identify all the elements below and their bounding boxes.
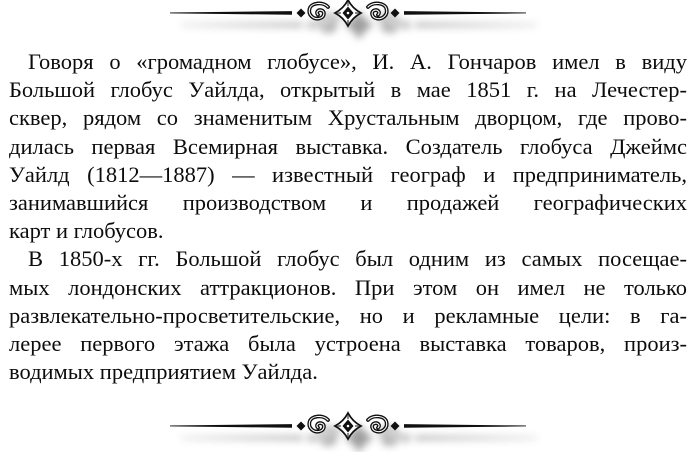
bottom-flourish-divider-icon (170, 411, 526, 445)
top-flourish-divider-icon (170, 0, 526, 32)
text-line: В 1850-х гг. Большой глобус был одним из самых посещае- (28, 246, 687, 272)
text-line: водимых предприятием Уайлда. (9, 359, 318, 385)
text-line: Говоря о «громадном глобусе», И. А. Гончаров имел в виду (28, 49, 687, 74)
text-line: занимавшийся производством и продажей географических (9, 189, 687, 215)
flourish-divider-icon (170, 411, 526, 445)
paragraph (9, 48, 687, 245)
text-line: дилась первая Всемирная выставка. Создатель глобуса Джеймс (9, 133, 687, 159)
flourish-divider-icon (170, 0, 526, 32)
text-line: лерее первого этажа была устроена выставка товаров, произ- (9, 330, 687, 356)
paragraph (9, 245, 687, 386)
page-text (9, 48, 687, 386)
text-line: карт и глобусов. (9, 218, 164, 244)
text-line: Уайлд (1812—1887) — известный географ и предприниматель, (9, 161, 687, 187)
text-line: сквер, рядом со знаменитым Хрустальным дворцом, где прово- (9, 105, 687, 131)
text-line: развлекательно-просветительские, но и рекламные цели: в га- (9, 302, 687, 328)
text-line: мых лондонских аттракционов. При этом он имел не только (9, 274, 687, 300)
text-line: Большой глобус Уайлда, открытый в мае 1851 г. на Лечестер- (9, 77, 687, 103)
